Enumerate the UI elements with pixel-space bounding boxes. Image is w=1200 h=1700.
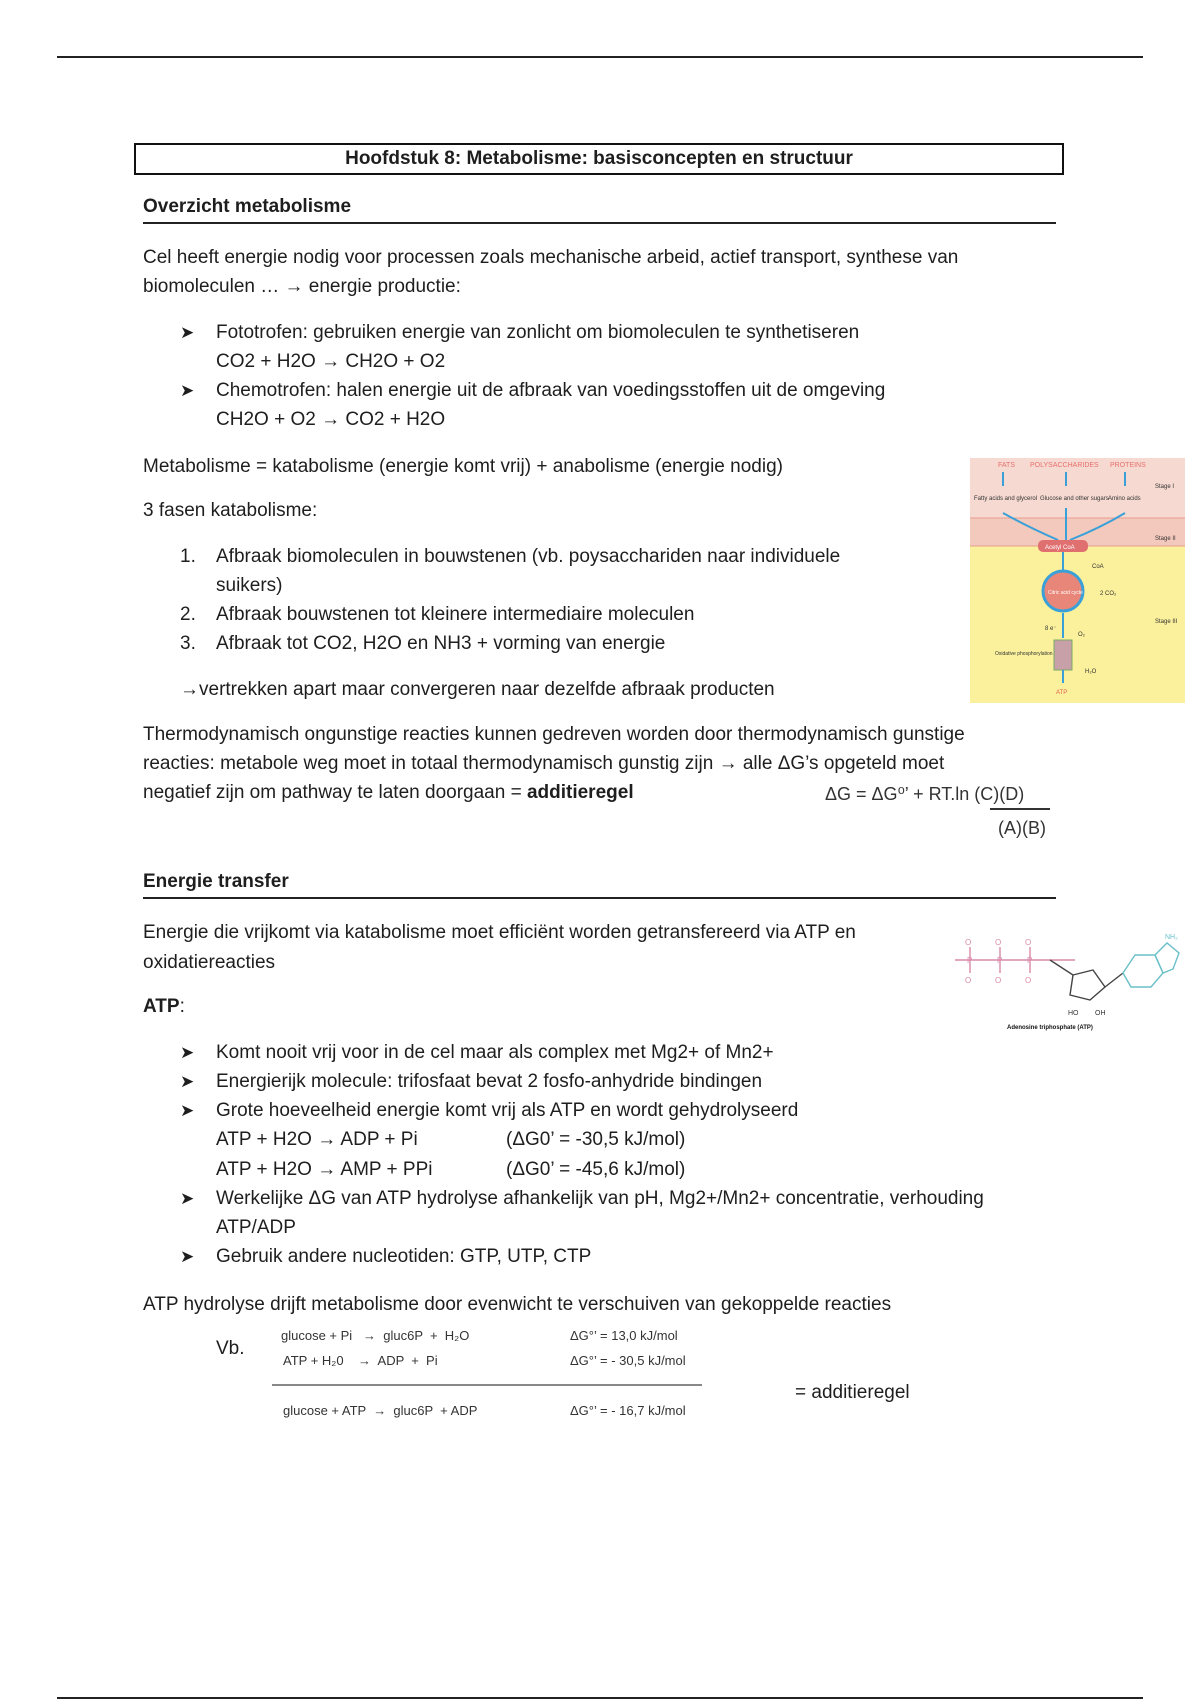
atp-amp-equation: ATP + H2O → AMP + PPi: [216, 1159, 433, 1180]
reaction-sum-dg: ΔG°’ = - 16,7 kJ/mol: [570, 1403, 686, 1418]
header-rule: [57, 56, 1143, 58]
arrow-bullet-icon: ➤: [180, 1072, 195, 1091]
gibbs-fraction-line: [990, 808, 1050, 810]
thermo-line-2: reacties: metabole weg moet in totaal thermodynamisch gunstig zijn → alle ΔG’s opgeteld moet: [143, 753, 945, 774]
label-h2o: H₂O: [1085, 669, 1097, 675]
arrow-bullet-icon: ➤: [180, 1247, 195, 1266]
label-amino-acids: Amino acids: [1108, 496, 1141, 502]
list-item: ➤ Komt nooit vrij voor in de cel maar als complex met Mg2+ of Mn2+: [180, 1038, 774, 1067]
svg-text:O: O: [995, 976, 1002, 985]
label-stage-1: Stage I: [1155, 484, 1175, 490]
reaction-2: ATP + H₂0 → ADP + Pi: [283, 1353, 438, 1368]
list-item: ➤ Energierijk molecule: trifosfaat bevat 2 fosfo-anhydride bindingen: [180, 1067, 762, 1096]
gibbs-denominator: (A)(B): [998, 818, 1046, 838]
list-item: 1. Afbraak biomoleculen in bouwstenen (vb. poysacchariden naar individuele suikers): [180, 546, 841, 596]
list-item: 2. Afbraak bouwstenen tot kleinere intermediaire moleculen: [180, 604, 695, 625]
additieregel-note: = additieregel: [795, 1382, 910, 1403]
list-item: ➤ Gebruik andere nucleotiden: GTP, UTP, CTP: [180, 1242, 591, 1271]
svg-text:O: O: [1025, 938, 1032, 947]
atp-adp-equation: ATP + H2O → ADP + Pi: [216, 1129, 418, 1150]
label-fats: FATS: [998, 462, 1015, 469]
phases-intro: 3 fasen katabolisme:: [143, 500, 318, 521]
section-heading-overzicht: Overzicht metabolisme: [143, 196, 1056, 224]
list-item: ➤ Chemotrofen: halen energie uit de afbraak van voedingsstoffen uit de omgeving CH2O + O2 → CO2 + H2O: [180, 376, 885, 434]
energy-intro-2: oxidatiereacties: [143, 952, 276, 973]
label-polysaccharides: POLYSACCHARIDES: [1030, 462, 1099, 469]
converge-note: →vertrekken apart maar convergeren naar dezelfde afbraak producten: [180, 679, 775, 700]
metabolism-definition: Metabolisme = katabolisme (energie komt vrij) + anabolisme (energie nodig): [143, 456, 783, 477]
intro-line-2: biomoleculen … → energie productie:: [143, 276, 461, 297]
label-atp: ATP: [1056, 690, 1068, 696]
svg-text:P: P: [997, 956, 1003, 965]
atp-caption: Adenosine triphosphate (ATP): [1007, 1025, 1093, 1031]
svg-text:O: O: [995, 938, 1002, 947]
atp-oh-label: OH: [1095, 1010, 1106, 1017]
reaction-1-dg: ΔG°’ = 13,0 kJ/mol: [570, 1328, 678, 1343]
atp-heading: ATP:: [143, 996, 185, 1017]
additieregel-term: additieregel: [526, 782, 634, 803]
label-stage-3: Stage III: [1155, 619, 1178, 625]
label-acetyl-coa: Acetyl CoA: [1045, 545, 1075, 551]
label-o2: O₂: [1078, 632, 1085, 638]
svg-text:P: P: [1027, 956, 1033, 965]
svg-text:P: P: [967, 956, 973, 965]
label-glucose: Glucose and other sugars: [1040, 496, 1109, 502]
list-item: ➤ Grote hoeveelheid energie komt vrij als ATP en wordt gehydrolyseerd: [180, 1096, 798, 1125]
svg-text:O: O: [965, 976, 972, 985]
arrow-bullet-icon: ➤: [180, 1189, 195, 1208]
sum-line: [272, 1384, 702, 1386]
section-heading-energie: Energie transfer: [143, 871, 1056, 899]
label-fatty-acids: Fatty acids and glycerol: [974, 496, 1038, 502]
thermo-line-1: Thermodynamisch ongunstige reacties kunnen gedreven worden door thermodynamisch gunstige: [143, 724, 965, 745]
catabolism-stages-figure: [970, 458, 1185, 703]
arrow-bullet-icon: ➤: [180, 1043, 195, 1062]
label-co2: 2 CO₂: [1100, 591, 1117, 597]
reaction-2-dg: ΔG°’ = - 30,5 kJ/mol: [570, 1353, 686, 1368]
arrow-bullet-icon: ➤: [180, 1101, 195, 1120]
gibbs-formula: ΔG = ΔG⁰’ + RT.ln (C)(D): [825, 784, 1025, 804]
list-item: ➤ Fototrofen: gebruiken energie van zonlicht om biomoleculen te synthetiseren CO2 + H2O → CH2O + O2: [180, 318, 859, 376]
svg-text:O: O: [1025, 976, 1032, 985]
reaction-sum: glucose + ATP → gluc6P + ADP: [283, 1403, 478, 1418]
atp-ho-label: HO: [1068, 1010, 1079, 1017]
atp-amp-dg: (ΔG0’ = -45,6 kJ/mol): [506, 1159, 686, 1180]
atp-adp-dg: (ΔG0’ = -30,5 kJ/mol): [506, 1129, 686, 1150]
label-stage-2: Stage II: [1155, 536, 1176, 542]
label-electrons: 8 e⁻: [1045, 626, 1057, 632]
list-item: 3. Afbraak tot CO2, H2O en NH3 + vorming van energie: [180, 633, 666, 654]
arrow-bullet-icon: ➤: [180, 381, 195, 400]
chapter-title: Hoofdstuk 8: Metabolisme: basisconcepten en structuur: [134, 143, 1064, 175]
energy-intro-1: Energie die vrijkomt via katabolisme moet efficiënt worden getransfereerd via ATP en: [143, 922, 856, 943]
label-citric-cycle: Citric acid cycle: [1048, 590, 1083, 596]
list-item: ➤ Werkelijke ΔG van ATP hydrolyse afhankelijk van pH, Mg2+/Mn2+ concentratie, verhouding ATP/ADP: [180, 1184, 984, 1242]
intro-line-1: Cel heeft energie nodig voor processen zoals mechanische arbeid, actief transport, synthese van: [143, 247, 959, 268]
label-oxphos: Oxidative phosphorylation: [995, 651, 1053, 657]
hydrolysis-sentence: ATP hydrolyse drijft metabolisme door evenwicht te verschuiven van gekoppelde reacties: [143, 1294, 892, 1315]
label-proteins: PROTEINS: [1110, 462, 1146, 469]
svg-text:O: O: [965, 938, 972, 947]
label-coa: CoA: [1092, 564, 1104, 570]
atp-structure-figure: [945, 925, 1185, 1035]
footer-rule: [57, 1697, 1143, 1699]
thermo-line-3: negatief zijn om pathway te laten doorgaan = additieregel: [143, 782, 634, 803]
reaction-1: glucose + Pi → gluc6P + H₂O: [281, 1328, 470, 1343]
arrow-bullet-icon: ➤: [180, 323, 195, 342]
example-label: Vb.: [216, 1338, 245, 1359]
atp-nh2-label: NH₂: [1165, 934, 1178, 941]
